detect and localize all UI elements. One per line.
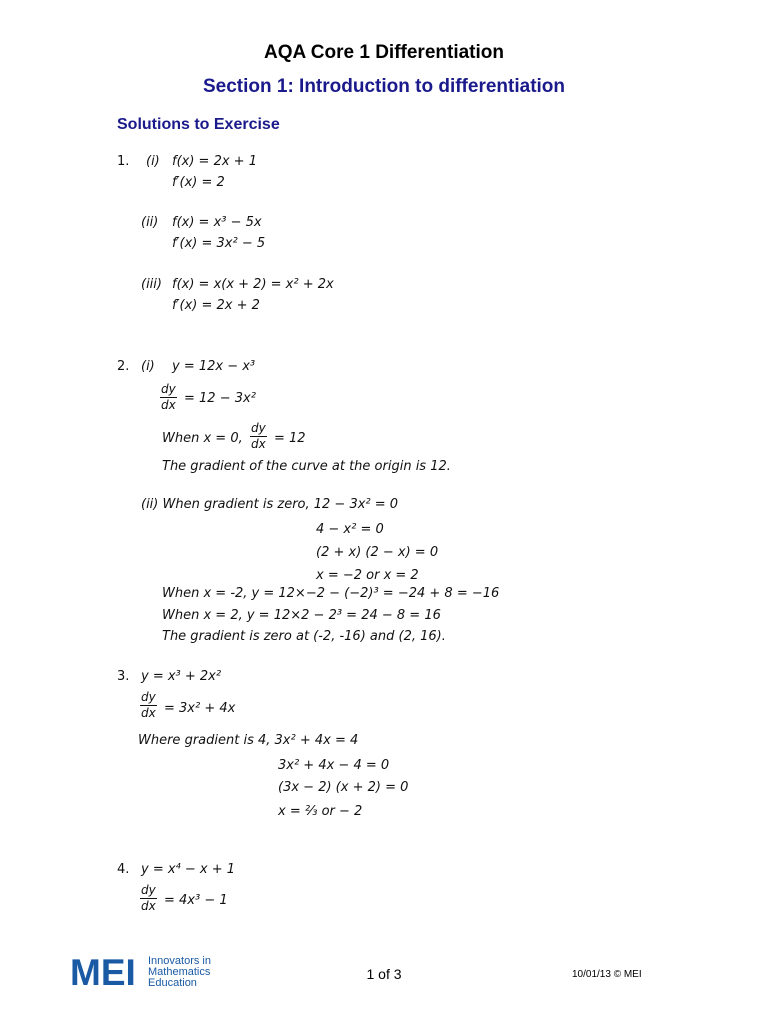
logo-letters: MEI (70, 954, 136, 988)
q3-number: 3. (117, 669, 130, 684)
q3-line6: x = ⅔ or − 2 (278, 804, 363, 819)
q2-line3-prefix: When x = 0, (162, 431, 243, 446)
q1-ii-label: (ii) (141, 215, 159, 230)
document-title: AQA Core 1 Differentiation (264, 42, 504, 63)
fraction-denominator: dx (141, 706, 156, 720)
q1-iii-label: (iii) (141, 277, 162, 292)
q2-ii-line3: (2 + x) (2 − x) = 0 (316, 545, 439, 560)
q1-i-label: (i) (146, 154, 160, 169)
q2-line1: y = 12x − x³ (172, 359, 256, 374)
q2-ii-line1: (ii) When gradient is zero, 12 − 3x² = 0 (141, 497, 399, 512)
logo-tagline: Innovators in Mathematics Education (148, 955, 211, 989)
q4-line1: y = x⁴ − x + 1 (141, 862, 236, 877)
q1-iii-line2: f′(x) = 2x + 2 (172, 298, 260, 313)
q1-ii-line1: f(x) = x³ − 5x (172, 215, 262, 230)
q4-line2: = 4x³ − 1 (164, 893, 228, 908)
q2-ii-line6: When x = 2, y = 12×2 − 2³ = 24 − 8 = 16 (162, 608, 441, 623)
q1-ii-line2: f′(x) = 3x² − 5 (172, 236, 266, 251)
q2-ii-line7: The gradient is zero at (-2, -16) and (2, 16). (162, 629, 446, 644)
q2-derivative-fraction-2 (250, 421, 267, 452)
q3-line3: Where gradient is 4, 3x² + 4x = 4 (138, 733, 359, 748)
fraction-denominator: dx (141, 899, 156, 913)
fraction-numerator: dy (141, 883, 156, 897)
q2-i-label: (i) (141, 359, 155, 374)
fraction-denominator: dx (161, 398, 176, 412)
fraction-numerator: dy (161, 382, 176, 396)
q4-number: 4. (117, 862, 130, 877)
footer-date-copyright: 10/01/13 © MEI (572, 969, 642, 980)
q2-ii-line4: x = −2 or x = 2 (316, 568, 419, 583)
q4-derivative-fraction (140, 883, 157, 914)
subheading: Solutions to Exercise (117, 116, 280, 133)
q3-line4: 3x² + 4x − 4 = 0 (278, 758, 390, 773)
q3-line1: y = x³ + 2x² (141, 669, 222, 684)
q1-i-line1: f(x) = 2x + 1 (172, 154, 257, 169)
q3-line5: (3x − 2) (x + 2) = 0 (278, 780, 409, 795)
q3-line2: = 3x² + 4x (164, 701, 236, 716)
q2-line2: = 12 − 3x² (184, 391, 256, 406)
q2-line3-rest: = 12 (274, 431, 306, 446)
page-number: 1 of 3 (366, 966, 402, 982)
fraction-numerator: dy (251, 421, 266, 435)
q1-number: 1. (117, 154, 130, 169)
fraction-denominator: dx (251, 437, 266, 451)
q2-derivative-fraction (160, 382, 177, 413)
q1-i-line2: f′(x) = 2 (172, 175, 225, 190)
q1-iii-line1: f(x) = x(x + 2) = x² + 2x (172, 277, 334, 292)
q3-derivative-fraction (140, 690, 157, 721)
q2-ii-line2: 4 − x² = 0 (316, 522, 384, 537)
fraction-numerator: dy (141, 690, 156, 704)
q2-ii-line5: When x = -2, y = 12×−2 − (−2)³ = −24 + 8 = −16 (162, 586, 500, 601)
section-title: Section 1: Introduction to differentiation (202, 76, 566, 97)
q2-line4: The gradient of the curve at the origin is 12. (162, 459, 451, 474)
q2-number: 2. (117, 359, 130, 374)
